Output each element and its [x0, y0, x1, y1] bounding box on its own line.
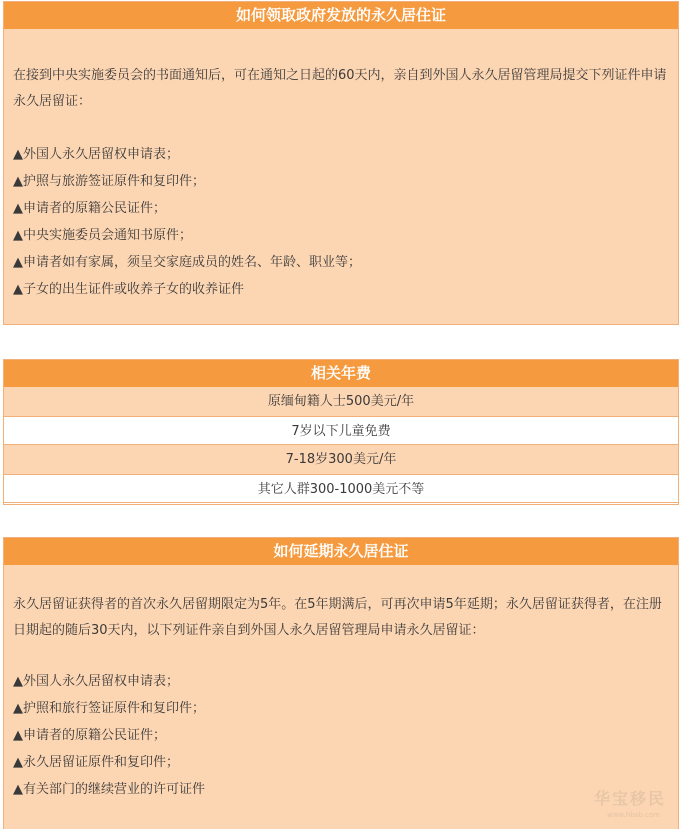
section-receive-permit: [3, 1, 679, 325]
watermark-logo: 华宝移民: [593, 789, 666, 808]
intro-paragraph: 在接到中央实施委员会的书面通知后，可在通知之日起的60天内，亲自到外国人永久居留管理局提交下列证件申请永久居留证：: [13, 68, 667, 109]
list-item: ▲子女的出生证件或收养子女的收养证件: [13, 282, 244, 297]
section-annual-fees: [3, 359, 679, 505]
section-title: 如何领取政府发放的永久居住证: [4, 2, 678, 29]
list-item: ▲护照与旅游签证原件和复印件；: [13, 174, 205, 189]
section-title: 相关年费: [4, 360, 678, 387]
list-item: ▲有关部门的继续营业的许可证件: [13, 782, 205, 797]
section-title: 如何延期永久居住证: [4, 538, 678, 565]
intro-paragraph: 永久居留证获得者的首次永久居留期限定为5年。在5年期满后，可再次申请5年延期；永久居留证获得者，在注册日期起的随后30天内，以下列证件亲自到外国人永久居留管理局申请永久居留证：: [13, 597, 662, 638]
list-item: ▲外国人永久居留权申请表；: [13, 147, 179, 162]
section-body: [4, 29, 678, 303]
fee-row: 7岁以下儿童免费: [4, 416, 678, 445]
list-item: ▲永久居留证原件和复印件；: [13, 755, 179, 770]
list-item: ▲中央实施委员会通知书原件；: [13, 228, 192, 243]
fee-row: 其它人群300-1000美元不等: [4, 474, 678, 503]
document-list: [13, 141, 669, 303]
list-item: ▲外国人永久居留权申请表；: [13, 674, 179, 689]
watermark-url: www.hbsb.com: [607, 811, 660, 819]
fee-row: 7-18岁300美元/年: [4, 445, 678, 474]
document-list: [13, 668, 669, 803]
fee-row: 原缅甸籍人士500美元/年: [4, 387, 678, 416]
list-item: ▲申请者如有家属，须呈交家庭成员的姓名、年龄、职业等；: [13, 255, 361, 270]
section-body: [4, 565, 678, 803]
list-item: ▲申请者的原籍公民证件；: [13, 201, 166, 216]
list-item: ▲护照和旅行签证原件和复印件；: [13, 701, 205, 716]
list-item: ▲申请者的原籍公民证件；: [13, 728, 166, 743]
section-extend-permit: [3, 537, 679, 829]
